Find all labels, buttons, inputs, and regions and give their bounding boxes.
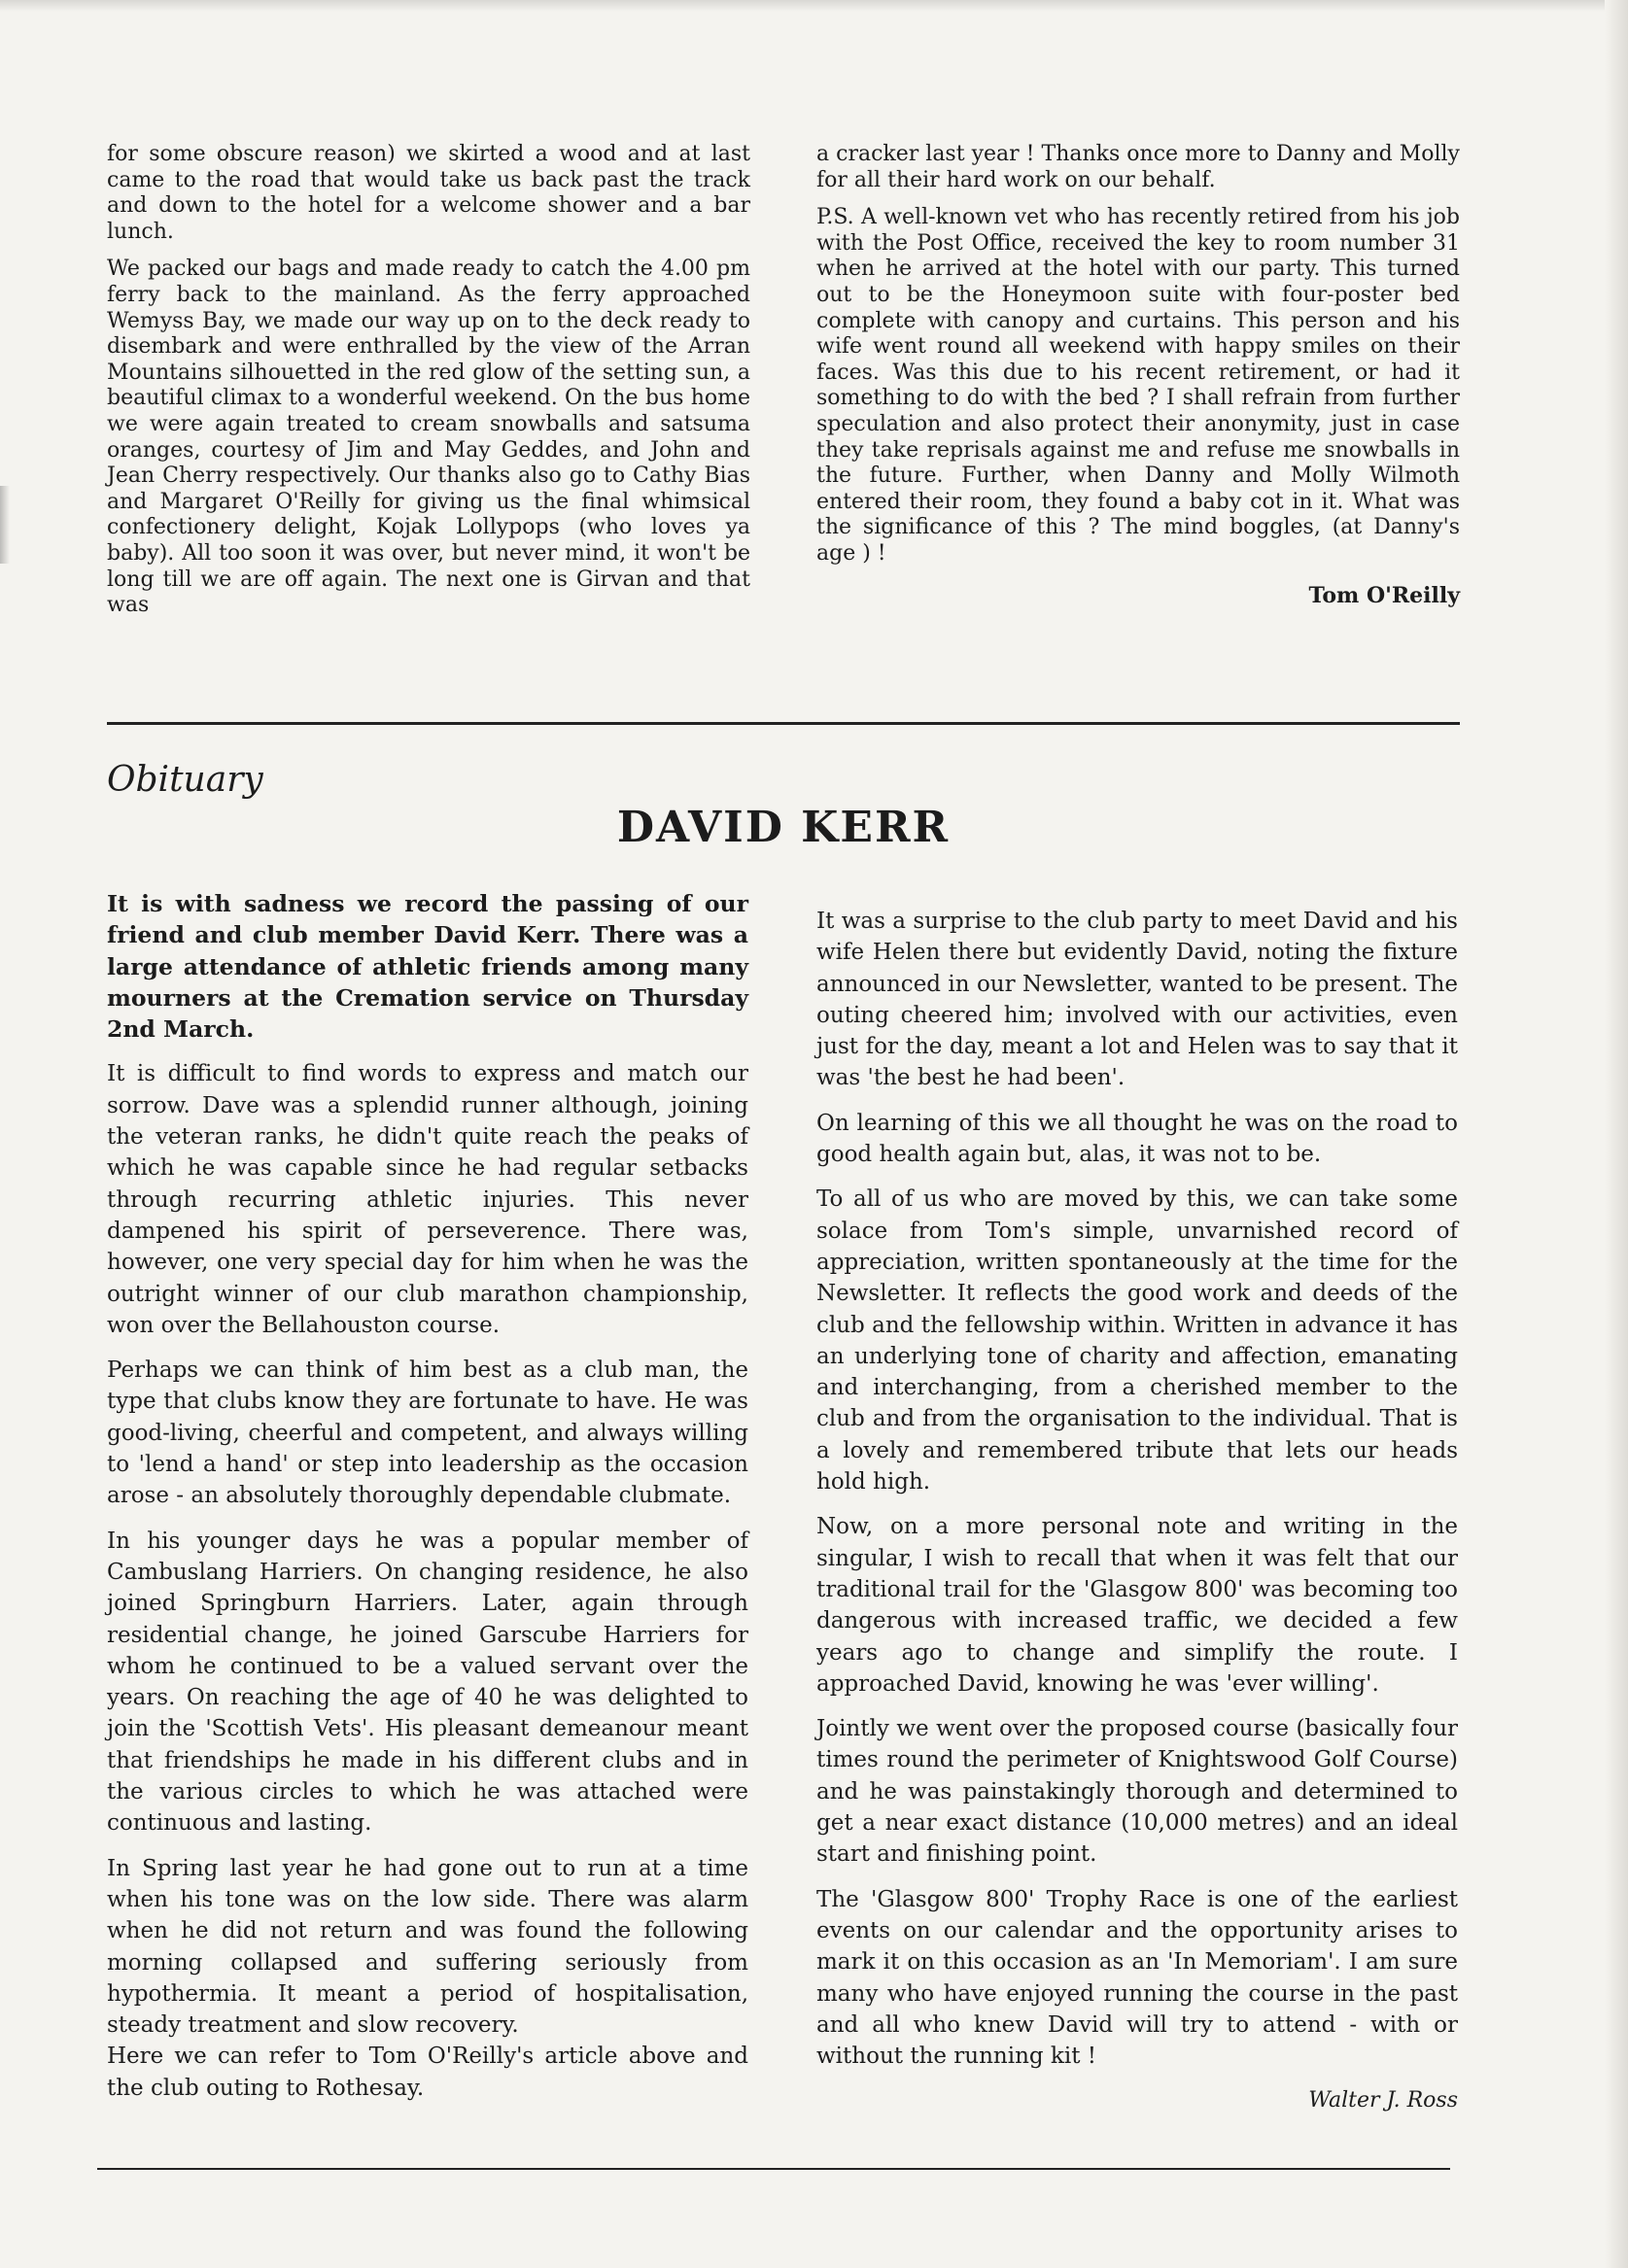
paragraph: On learning of this we all thought he was on the road to good health again but, alas, it was not to be. (816, 1110, 1458, 1168)
obituary-lead: It is with sadness we record the passing of our friend and club member David Kerr. There was a large attendance of athletic friends among many mourners at the Cremation service on Thursday 2nd March. (107, 890, 748, 1044)
obituary-author: Walter J. Ross (1308, 2088, 1458, 2113)
paragraph: To all of us who are moved by this, we can take some solace from Tom's simple, unvarnished record of appreciation, written spontaneously at the time for the Newsletter. It reflects the good work and deeds of the club and the fellowship within. Written in advance it has an underlying tone of charity and affection, emanating and interchanging, from a cherished member to the club and from the organisation to the individual. That is a lovely and remembered tribute that lets our heads hold high. (816, 1186, 1458, 1495)
bottom-divider (97, 2168, 1450, 2170)
article-continuation-left (107, 142, 750, 631)
postscript-paragraph: P.S. A well-known vet who has recently retired from his job with the Post Office, received the key to room number 31 when he arrived at the hotel with our party. This turned out to be the Honeymoon suite with four-poster bed complete with canopy and curtains. This person and his wife went round all weekend with happy smiles on their faces. Was this due to his recent retirement, or had it something to do with the bed ? I shall refrain from further speculation and also protect their anonymity, just in case they take reprisals against me and refuse me snowballs in the future. Further, when Danny and Molly Wilmoth entered their room, they found a baby cot in it. What was the significance of this ? The mind boggles, (at Danny's age ) ! (816, 205, 1460, 566)
paragraph: We packed our bags and made ready to catch the 4.00 pm ferry back to the mainland. As the ferry approached Wemyss Bay, we made our way up on to the deck ready to disembark and were enthralled by the view of the Arran Mountains silhouetted in the red glow of the setting sun, a beautiful climax to a wonderful weekend. On the bus home we were again treated to cream snowballs and satsuma oranges, courtesy of Jim and May Geddes, and John and Jean Cherry respectively. Our thanks also go to Cathy Bias and Margaret O'Reilly for giving us the final whimsical confectionery delight, Kojak Lollypops (who loves ya baby). All too soon it was over, but never mind, it won't be long till we are off again. The next one is Girvan and that was (107, 257, 750, 618)
paragraph: It is difficult to find words to express and match our sorrow. Dave was a splendid runner although, joining the veteran ranks, he didn't quite reach the peaks of which he was capable since he had regular setbacks through recurring athletic injuries. This never dampened his spirit of perseverence. There was, however, one very special day for him when he was the outright winner of our club marathon championship, won over the Bellahouston course. (107, 1061, 748, 1338)
paragraph: The 'Glasgow 800' Trophy Race is one of the earliest events on our calendar and the opportunity arises to mark it on this occasion as an 'In Memoriam'. I am sure many who have enjoyed running the course in the past and all who knew David will try to attend - with or without the running kit ! (816, 1886, 1458, 2070)
paragraph: Perhaps we can think of him best as a club man, the type that clubs know they are fortunate to have. He was good-living, cheerful and competent, and always willing to 'lend a hand' or step into leadership as the occasion arose - an absolutely thoroughly dependable clubmate. (107, 1357, 748, 1509)
paragraph: for some obscure reason) we skirted a wood and at last came to the road that would take us back past the track and down to the hotel for a welcome shower and a bar lunch. (107, 142, 750, 244)
binding-mark (0, 486, 10, 564)
article-signature: Tom O'Reilly (1308, 582, 1460, 608)
paragraph: In Spring last year he had gone out to run at a time when his tone was on the low side. There was alarm when he did not return and was found the following morning collapsed and suffering seriously from hypothermia. It meant a period of hospitalisation, steady treatment and slow recovery. (107, 1855, 748, 2039)
paragraph: It was a surprise to the club party to meet David and his wife Helen there but evidently David, noting the fixture announced in our Newsletter, wanted to be present. The outing cheered him; involved with our activities, even just for the day, meant a lot and Helen was to say that it was 'the best he had been'. (816, 909, 1458, 1091)
page-right-edge (1605, 0, 1628, 2268)
section-divider (107, 722, 1460, 725)
obituary-left-column (107, 888, 748, 2117)
article-continuation-right (816, 142, 1460, 608)
paragraph: a cracker last year ! Thanks once more to Danny and Molly for all their hard work on our behalf. (816, 142, 1460, 192)
page-top-edge (0, 0, 1628, 12)
section-label: Obituary (107, 760, 263, 800)
obituary-right-column (816, 906, 1458, 2117)
obituary-headline: DAVID KERR (616, 803, 951, 852)
paragraph: Now, on a more personal note and writing in the singular, I wish to recall that when it was felt that our traditional trail for the 'Glasgow 800' was becoming too dangerous with increased traffic, we decided a few years ago to change and simplify the route. I approached David, knowing he was 'ever willing'. (816, 1514, 1458, 1697)
paragraph: Jointly we went over the proposed course (basically four times round the perimeter of Knightswood Golf Course) and he was painstakingly thorough and determined to get a near exact distance (10,000 metres) and an ideal start and finishing point. (816, 1716, 1458, 1868)
paragraph: In his younger days he was a popular member of Cambuslang Harriers. On changing residence, he also joined Springburn Harriers. Later, again through residential change, he joined Garscube Harriers for whom he continued to be a valued servant over the years. On reaching the age of 40 he was delighted to join the 'Scottish Vets'. His pleasant demeanour meant that friendships he made in his different clubs and in the various circles to which he was attached were continuous and lasting. (107, 1528, 748, 1837)
paragraph: Here we can refer to Tom O'Reilly's article above and the club outing to Rothesay. (107, 2044, 748, 2101)
